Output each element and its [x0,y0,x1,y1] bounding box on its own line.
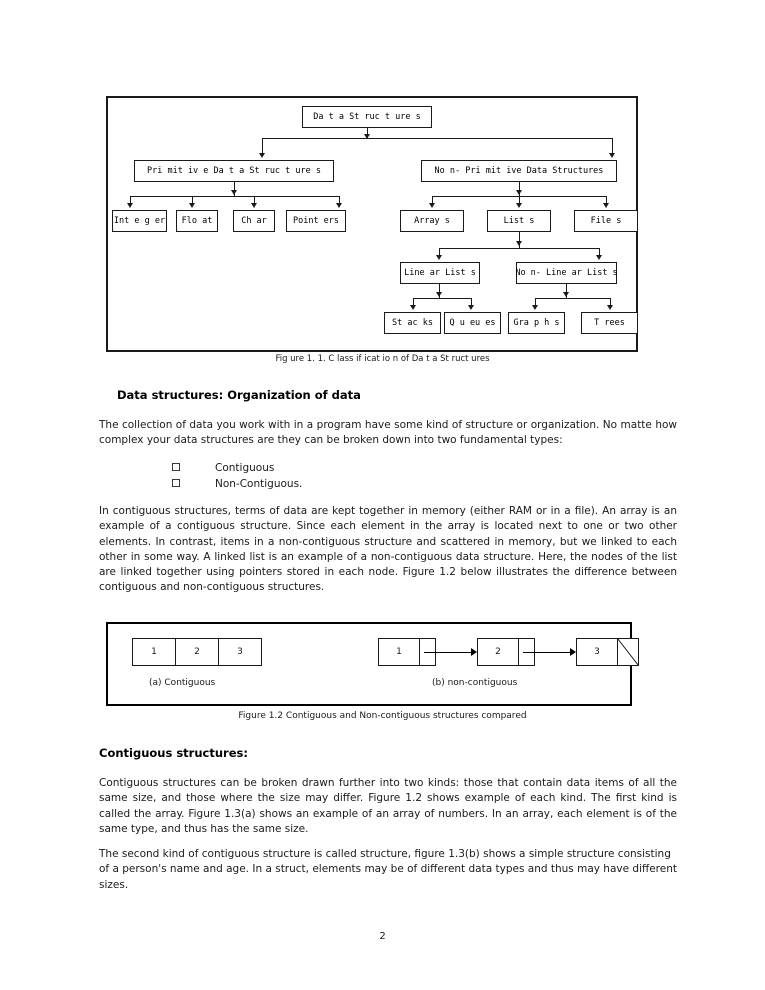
node-trees [581,312,638,334]
connector-level1-bus [262,138,612,139]
arrowhead-integer [127,203,133,208]
arrowhead-nonprimitive-down [516,190,522,195]
arrowhead-graphs [532,305,538,310]
node-label: St ac ks [392,317,433,328]
array-cell-value: 2 [194,647,200,657]
arrowhead-root-center [364,134,370,139]
linked-node-data [378,638,420,666]
null-pointer-slash-icon [617,638,639,666]
paragraph-struct: The second kind of contiguous structure is called structure, figure 1.3(b) shows a simple structure consisting of a person's name and age. In a struct, elements may be of different data types and thus may have different sizes. [99,848,678,891]
node-primitive-data-structures [134,160,334,182]
node-label: Flo at [181,215,213,226]
node-arrays [400,210,464,232]
connector-nonlinear-bus [535,298,610,299]
linked-node-value: 1 [396,647,402,657]
node-non-linear-lists [516,262,617,284]
checkbox-glyph-wrapper [99,478,172,490]
node-label: Line ar List s [404,267,476,278]
figure-1-2-structures-diagram [106,622,632,706]
checkbox-glyph-icon [172,479,180,487]
arrowhead-files [603,203,609,208]
node-label: Array s [414,215,450,226]
arrowhead-arrays [429,203,435,208]
arrowhead-linear [436,255,442,260]
fundamental-types-list [99,462,677,493]
linked-node-data [477,638,519,666]
list-item-label: Contiguous [215,462,275,474]
connector-to-primitive [262,138,263,153]
paragraph-contiguous-explanation: In contiguous structures, terms of data are kept together in memory (either RAM or in a file). An array is an example of a contiguous structure. Since each element in the array is located next to one or two other elements. In contrast, items in a non-contiguous structure and scattered in memory, but we linked to each other in some way. A linked list is an example of a non-contiguous data structure. Here, the nodes of the list are linked together using pointers stored in each node. Figure 1.2 below illustrates the difference between contiguous and non-contiguous structures. [99,505,677,594]
node-char [233,210,275,232]
arrowhead-float [189,203,195,208]
node-queues [444,312,501,334]
node-stacks [384,312,441,334]
node-data-structures [302,106,432,128]
paragraph-contiguous-kinds: Contiguous structures can be broken drawn further into two kinds: those that contain data items of all the same size, and those where the size may differ. Figure 1.2 shows example of each kind. The first kind is called the array. Figure 1.3(a) shows an example of an array of numbers. In an array, each element is of the same type, and thus has the same size. [99,777,677,835]
arrowhead-queues [468,305,474,310]
linked-node-value: 2 [495,647,501,657]
paragraph-intro: The collection of data you work with in a program have some kind of structure or organization. No matte how complex your data structures are they can be broken down into two fundamental types: [99,419,677,447]
arrowhead-nonlinear-down [563,292,569,297]
node-label: Ch ar [241,215,267,226]
arrowhead-pointers [336,203,342,208]
arrowhead-char [251,203,257,208]
node-linear-lists [400,262,480,284]
node-label: List s [503,215,535,226]
array-cell-value: 1 [151,647,157,657]
arrowhead-trees [607,305,613,310]
section-heading-data-structures: Data structures: Organization of data [117,388,361,402]
arrowhead-nonprimitive [609,153,615,158]
list-item-label: Non-Contiguous. [215,477,303,490]
arrowhead-nonlinear [596,255,602,260]
arrowhead-lists-down [516,241,522,246]
arrowhead-lists [516,203,522,208]
node-files [574,210,638,232]
list-item [99,478,677,494]
connector-lists-bus [439,248,599,249]
array-cell [132,638,176,666]
node-pointers [286,210,346,232]
node-label: Gra p h s [513,317,560,328]
linked-node-data [576,638,618,666]
node-graphs [508,312,565,334]
linked-list-arrow-line [523,652,570,653]
connector-linear-bus [413,298,471,299]
arrowhead-primitive-down [231,190,237,195]
checkbox-glyph-icon [172,463,180,471]
array-cell [218,638,262,666]
node-label: Point ers [292,215,340,226]
node-integer [112,210,167,232]
node-label: T rees [594,317,625,328]
array-cell-value: 3 [237,647,243,657]
node-label: No n- Pri mit ive Data Structures [434,165,604,176]
arrowhead-primitive [259,153,265,158]
figure-1-1-caption: Fig ure 1. 1. C lass if icat io n of Da t a St ruct ures [275,354,490,364]
node-label: No n- Line ar List s [515,267,618,278]
node-lists [487,210,551,232]
figure-1-2-label-a: (a) Contiguous [149,678,216,688]
checkbox-glyph-wrapper [99,462,172,474]
figure-1-2-label-b: (b) non-contiguous [432,678,518,688]
page-number: 2 [379,931,386,942]
node-float [176,210,218,232]
arrowhead-stacks [410,305,416,310]
node-label: Da t a St ruc t ure s [313,111,421,122]
node-label: Q u eu es [449,317,496,328]
connector-to-nonprimitive [612,138,613,153]
linked-node-value: 3 [594,647,600,657]
node-label: Pri mit iv e Da t a St ruc t ure s [147,165,321,176]
list-item [99,462,677,478]
figure-1-2-caption: Figure 1.2 Contiguous and Non-contiguous structures compared [238,711,527,721]
connector-primitive-bus [130,196,339,197]
array-cell [175,638,219,666]
node-label: File s [590,215,622,226]
node-label: Int e g er [113,215,166,226]
figure-1-1-classification-diagram [106,96,638,352]
linked-list-arrow-line [424,652,471,653]
section-heading-contiguous-structures: Contiguous structures: [99,746,248,760]
arrowhead-linear-down [436,292,442,297]
node-non-primitive-data-structures [421,160,617,182]
